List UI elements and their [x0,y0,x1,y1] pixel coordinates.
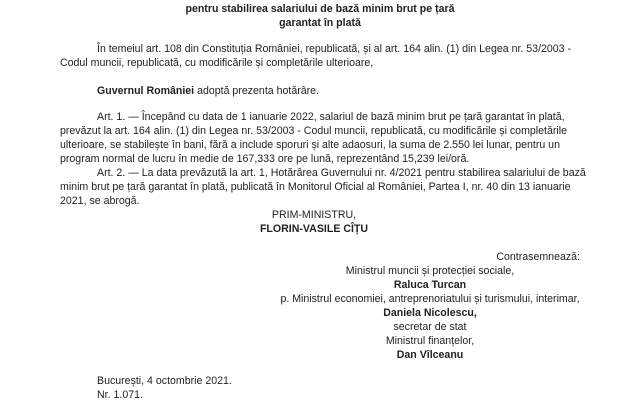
place-and-date: București, 4 octombrie 2021. [97,375,232,387]
legal-basis-text: În temeiul art. 108 din Constituția României, republicată, și al art. 164 alin. (1) din Legea nr. 53/2003 - Codul muncii, republicată, cu modificările și completările ulterioare, [60,43,572,69]
legal-basis-paragraph [60,42,590,70]
document-number: Nr. 1.071. [97,389,143,400]
prime-minister-name: FLORIN-VASILE CÎȚU [259,223,369,235]
minister-3-name: Dan Vîlceanu [396,349,464,361]
minister-2-title: p. Ministrul economiei, antreprenoriatului și turismului, interimar, [280,293,580,305]
adoption-paragraph [60,84,590,98]
minister-2-name: Daniela Nicolescu, [383,307,477,319]
document-title-line-1: pentru stabilirea salariului de bază minim brut pe țară [185,3,455,15]
article-1-text: Art. 1. — Începând cu data de 1 ianuarie 2022, salariul de bază minim brut pe țară garantat în plată, prevăzut la art. 164 alin. (1) din Legea nr. 53/2003 - Codul muncii, republicată, cu modificările și completările ulterioare, se stabilește în bani, fără a include sporuri și alte adaosuri, la suma de 2.550 lei lunar, pentru un program normal de lucru în medie de 167,333 ore pe lună, reprezentând 15,239 lei/oră. [60,111,567,165]
countersign-label: Contrasemnează: [496,251,580,263]
article-1 [60,110,590,166]
minister-1-title: Ministrul muncii și protecției sociale, [345,265,515,277]
article-2 [60,166,590,208]
minister-2-role: secretar de stat [393,321,467,333]
minister-3-title: Ministrul finanțelor, [385,335,475,347]
document-title-line-2: garantat în plată [279,17,361,29]
adoption-text: adoptă prezenta hotărâre. [194,85,319,97]
prime-minister-label: PRIM-MINISTRU, [271,209,357,221]
minister-1-name: Raluca Turcan [393,279,467,291]
article-2-text: Art. 2. — La data prevăzută la art. 1, Hotărârea Guvernului nr. 4/2021 pentru stabilirea salariului de bază minim brut pe țară garantat în plată, publicată în Monitorul Oficial al României, Partea I, nr. 40 din 13 ianuarie 2021, se abrogă. [60,167,586,207]
government-name: Guvernul României [97,85,195,97]
